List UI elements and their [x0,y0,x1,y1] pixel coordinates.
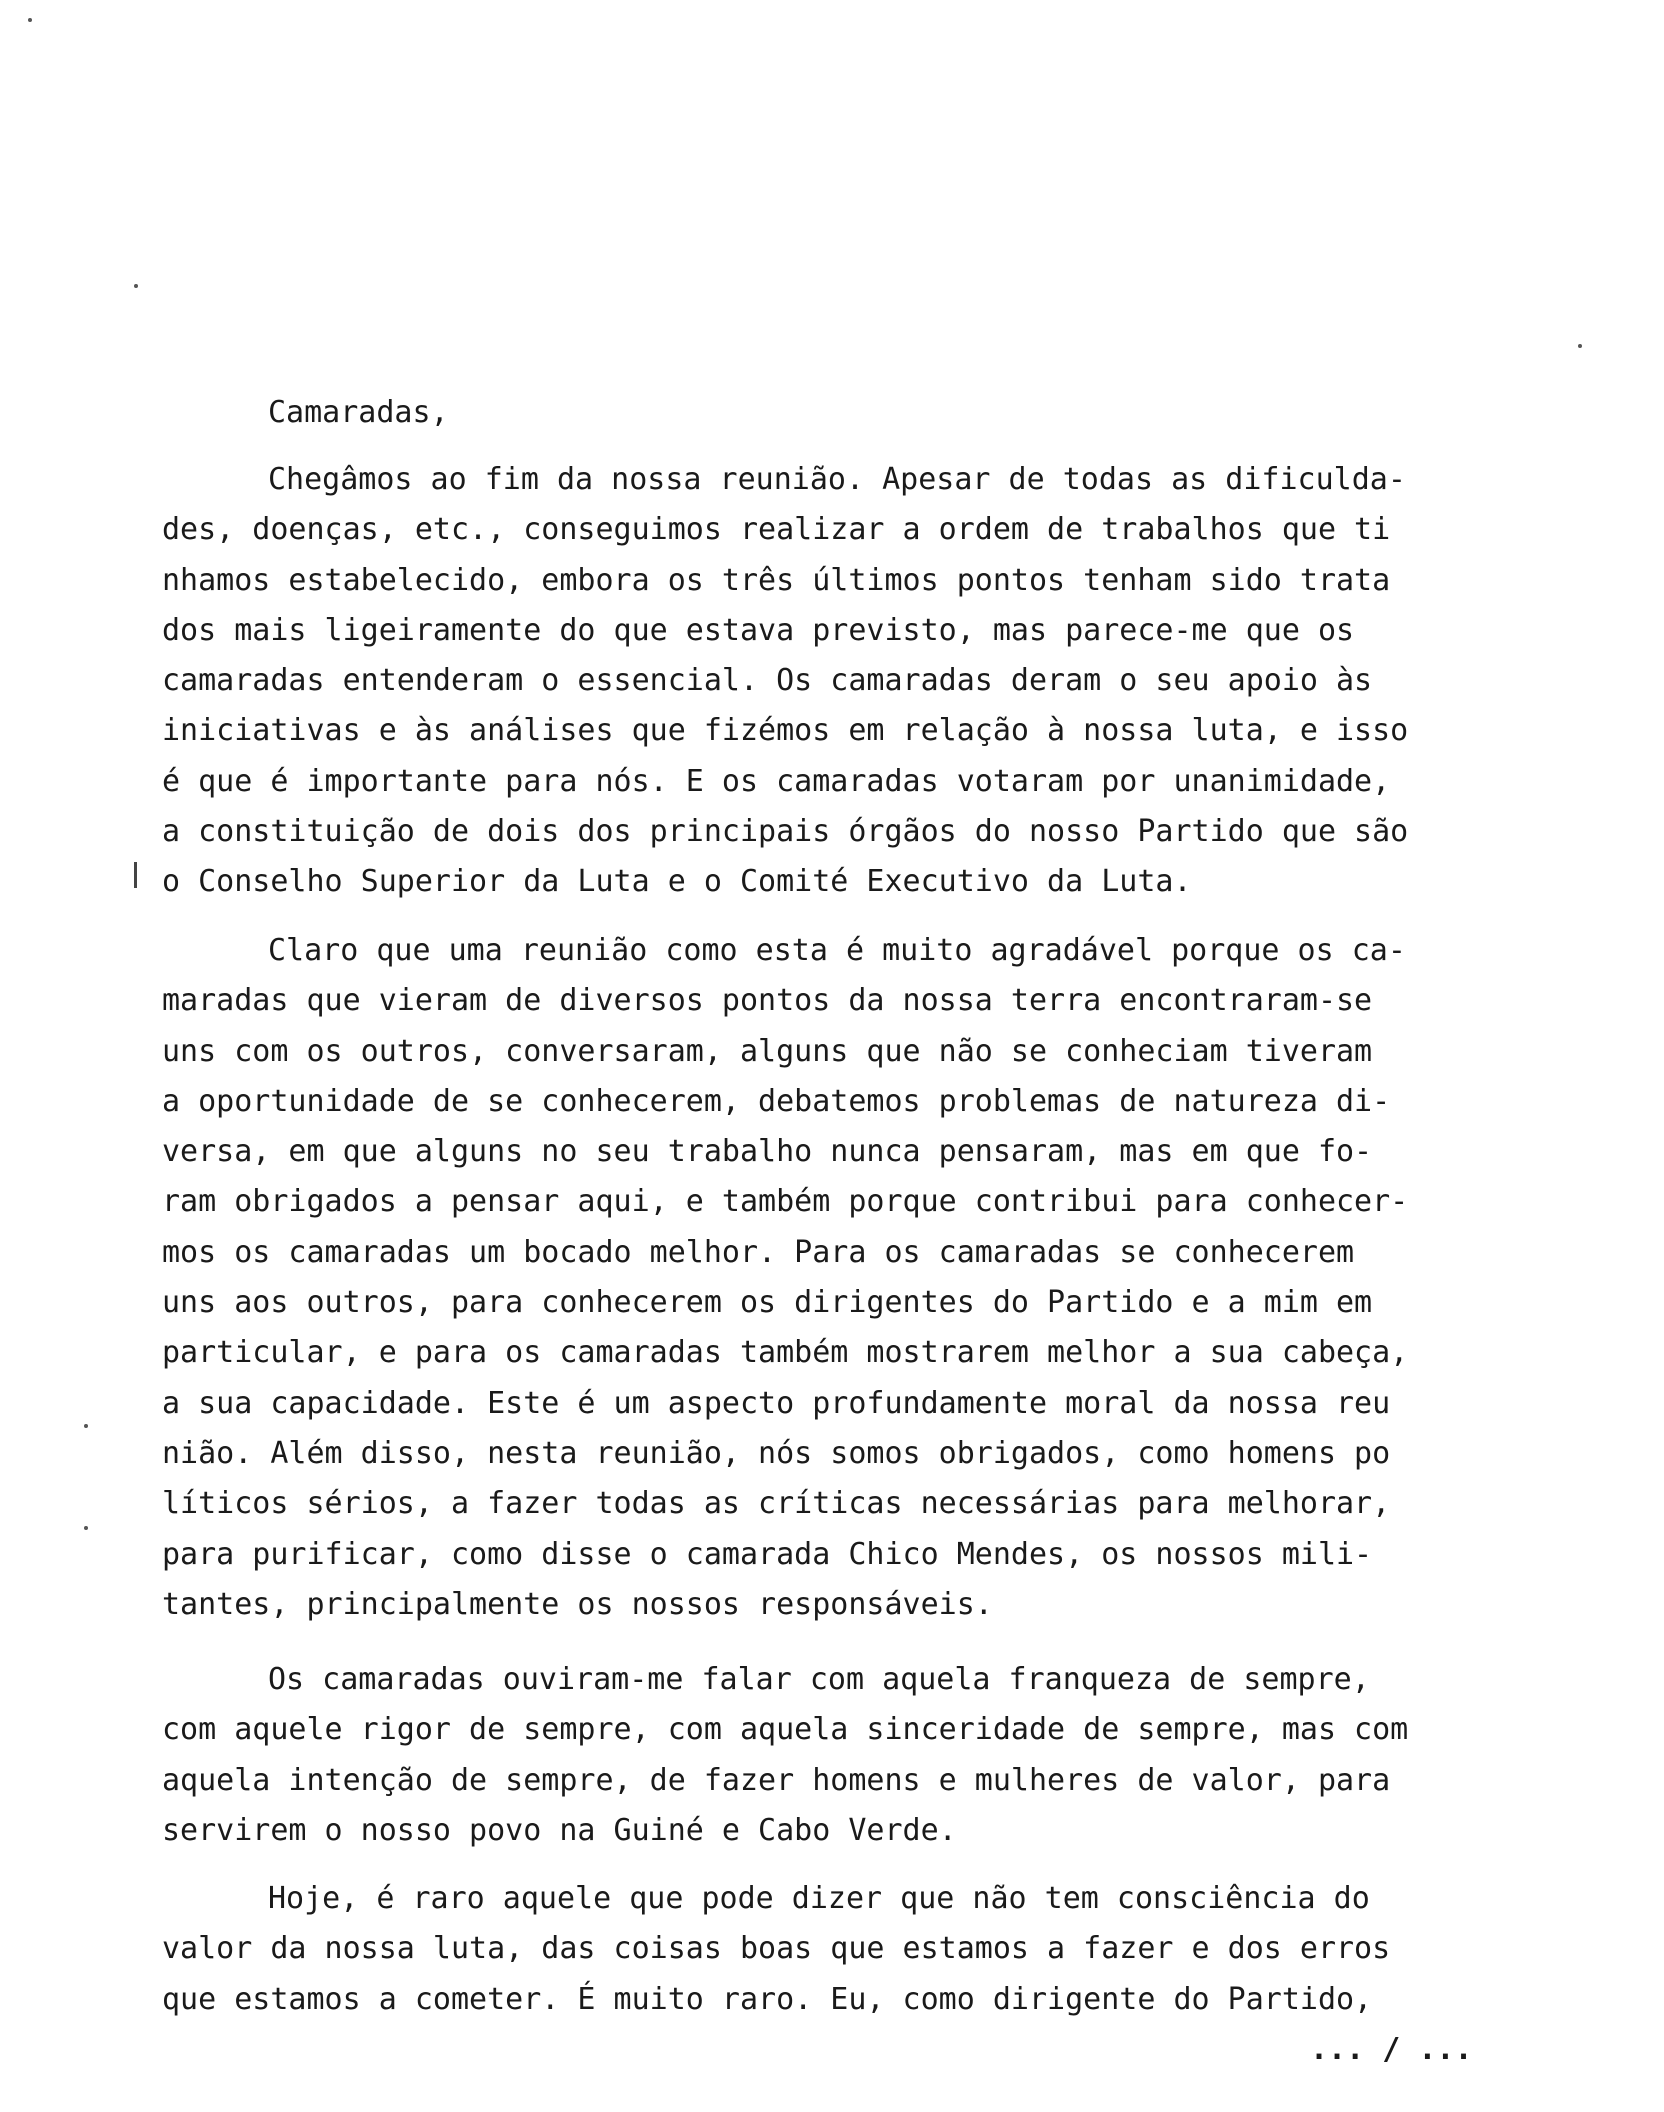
text-line: com aquele rigor de sempre, com aquela sinceridade de sempre, mas com [162,1712,1409,1748]
text-line: uns com os outros, conversaram, alguns que não se conheciam tiveram [162,1033,1373,1069]
text-line: a sua capacidade. Este é um aspecto profundamente moral da nossa reu [162,1385,1391,1421]
text-line: mos os camaradas um bocado melhor. Para os camaradas se conhecerem [162,1234,1355,1270]
text-line: des, doenças, etc., conseguimos realizar a ordem de trabalhos que ti [162,512,1391,548]
text-line: uns aos outros, para conhecerem os dirigentes do Partido e a mim em [162,1285,1373,1321]
text-line: particular, e para os camaradas também mostrarem melhor a sua cabeça, [162,1335,1409,1371]
text-line: Claro que uma reunião como esta é muito agradável porque os ca- [268,933,1406,968]
text-line: o Conselho Superior da Luta e o Comité Executivo da Luta. [162,864,1192,900]
text-line: Hoje, é raro aquele que pode dizer que não tem consciência do [268,1881,1370,1916]
text-line: iniciativas e às análises que fizémos em relação à nossa luta, e isso [162,713,1409,749]
scan-speck [84,1424,88,1428]
text-line: aquela intenção de sempre, de fazer homens e mulheres de valor, para [162,1762,1391,1798]
text-line: versa, em que alguns no seu trabalho nunca pensaram, mas em que fo- [162,1134,1373,1170]
text-line: valor da nossa luta, das coisas boas que estamos a fazer e dos erros [162,1931,1391,1967]
paragraph-3 [162,1655,1582,1856]
text-line: nião. Além disso, nesta reunião, nós somos obrigados, como homens po [162,1435,1391,1471]
text-line: tantes, principalmente os nossos responsáveis. [162,1586,993,1622]
text-line: maradas que vieram de diversos pontos da nossa terra encontraram-se [162,983,1373,1019]
text-line: nhamos estabelecido, embora os três últimos pontos tenham sido trata [162,562,1391,598]
text-line: líticos sérios, a fazer todas as críticas necessárias para melhorar, [162,1486,1391,1522]
paragraph-4 [162,1874,1582,2025]
text-line: ram obrigados a pensar aqui, e também porque contribui para conhecer- [162,1184,1409,1220]
text-line: Os camaradas ouviram-me falar com aquela franqueza de sempre, [268,1662,1370,1697]
text-line: camaradas entenderam o essencial. Os camaradas deram o seu apoio às [162,663,1373,699]
scan-speck [134,284,138,288]
text-line: dos mais ligeiramente do que estava previsto, mas parece-me que os [162,612,1355,648]
scan-speck [84,1526,88,1530]
text-line: servirem o nosso povo na Guiné e Cabo Verde. [162,1812,957,1848]
text-line: a oportunidade de se conhecerem, debatemos problemas de natureza di- [162,1083,1391,1119]
paragraph-1 [162,455,1582,908]
margin-mark [134,862,137,888]
continuation-marker: ... / ... [1310,2032,1473,2067]
text-line: é que é importante para nós. E os camaradas votaram por unanimidade, [162,763,1391,799]
text-line: que estamos a cometer. É muito raro. Eu, como dirigente do Partido, [162,1981,1373,2017]
scan-speck [28,18,32,22]
text-line: a constituição de dois dos principais órgãos do nosso Partido que são [162,814,1409,850]
salutation: Camaradas, [268,395,449,430]
paragraph-2 [162,926,1582,1630]
text-line: Chegâmos ao fim da nossa reunião. Apesar de todas as dificulda- [268,462,1406,497]
text-line: para purificar, como disse o camarada Chico Mendes, os nossos mili- [162,1536,1373,1572]
scan-speck [1578,344,1582,348]
